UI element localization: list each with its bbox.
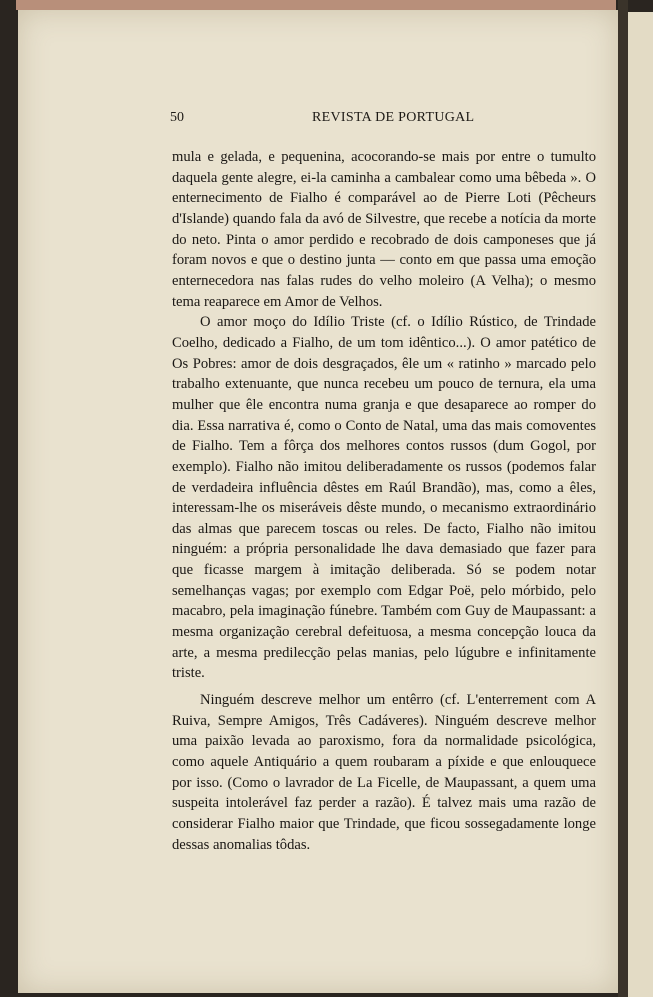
book-gutter — [618, 0, 628, 997]
paragraph-2: O amor moço do Idílio Triste (cf. o Idílio Rústico, de Trindade Coelho, dedicado a Fialho, de um tom idêntico...). O amor patético de Os Pobres: amor de dois desgraçados, êle um « ratinho » marcado pelo trabalho extenuante, que nunca recebeu um pouco de ternura, ela uma mulher que êle encontra numa granja e que desaparece ao romper do dia. Essa narrativa é, como o Conto de Natal, uma das mais comoventes de Fialho. Tem a fôrça dos melhores contos russos (dum Gogol, por exemplo). Fialho não imitou deliberadamente os russos (podemos falar de verdadeira influência dêstes em Raúl Brandão), mas, como a êles, interessam-lhe os miseráveis dêste mundo, o mecanismo extraordinário das almas que parecem toscas ou reles. De facto, Fialho não imitou ninguém: a própria personalidade lhe dava demasiado que fazer para que ficasse margem à imitação deliberada. Só se podem notar semelhanças vagas; por exemplo com Edgar Poë, pelo mórbido, pelo macabro, pela imaginação fúnebre. Também com Guy de Maupassant: a mesma organização cerebral defeituosa, a mesma concepção louca da arte, a mesma predilecção pelas manias, pelo lúgubre e infinitamente triste. — [172, 314, 596, 682]
page-header — [170, 110, 600, 130]
page-number: 50 — [170, 110, 184, 125]
paragraph-3: Ninguém descreve melhor um entêrro (cf. L'enterrement com A Ruiva, Sempre Amigos, Três Cadáveres). Ninguém descreve melhor uma paixão levada ao paroxismo, fora da normalidade psicológica, como aquele Antiquário a quem roubaram a píxide e que enlouquece por isso. (Como o lavrador de La Ficelle, de Maupassant, a quem uma suspeita intolerável faz perder a razão). É talvez mais uma razão de considerar Fialho maior que Trindade, que ficou sossegadamente longe dessas anomalias tôdas. — [172, 692, 596, 853]
article-body — [172, 147, 596, 855]
running-title: REVISTA DE PORTUGAL — [312, 110, 475, 125]
adjacent-page-edge — [628, 12, 653, 997]
paragraph-1: mula e gelada, e pequenina, acocorando-se mais por entre o tumulto daquela gente alegre, ei-la caminha a cambalear como uma bêbeda ». O enternecimento de Fialho é comparável ao de Pierre Loti (Pêcheurs d'Islande) quando fala da avó de Silvestre, que recebe a notícia da morte do neto. Pinta o amor perdido e recobrado de dois camponeses que já foram novos e que o destino junta — conto em que passa uma emoção enternecedora nas falas rudes do velho moleiro (A Velha); o mesmo tema reaparece em Amor de Velhos. — [172, 149, 596, 310]
page-top-edge — [16, 0, 616, 10]
